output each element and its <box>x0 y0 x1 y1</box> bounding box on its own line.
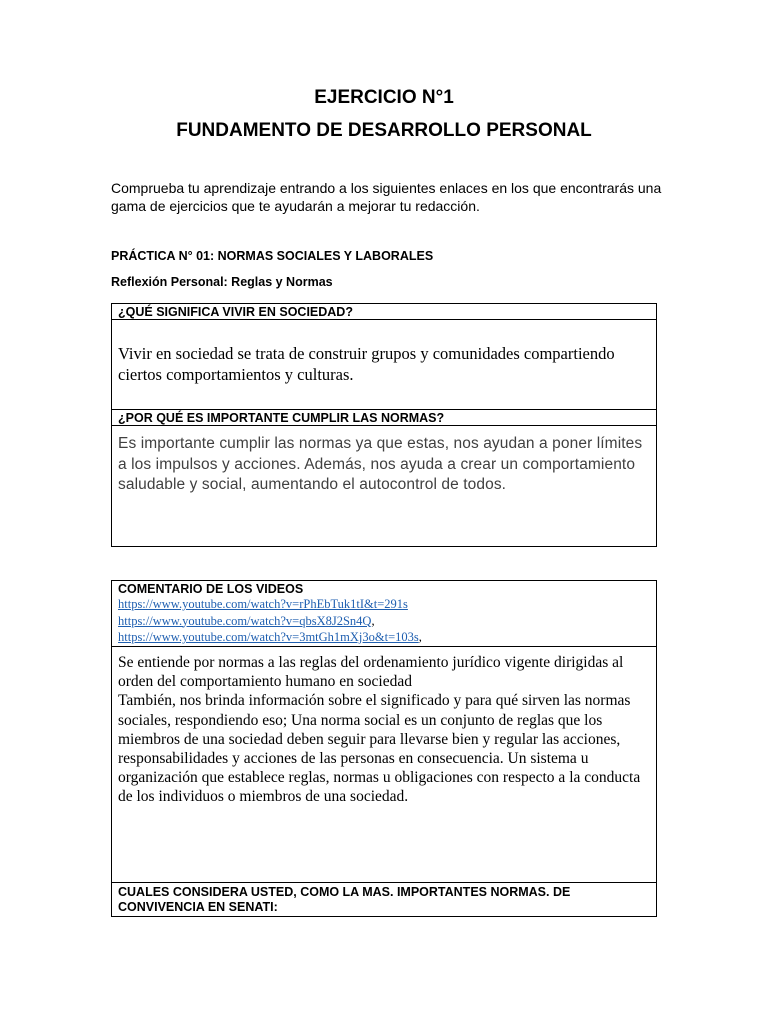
practice-heading: PRÁCTICA N° 01: NORMAS SOCIALES Y LABORALES <box>111 249 434 263</box>
answer-society: Vivir en sociedad se trata de construir grupos y comunidades compartiendo ciertos comportamientos y culturas. <box>112 320 656 410</box>
videos-table <box>111 580 657 917</box>
link-separator-comma: , <box>418 630 422 644</box>
videos-header-cell <box>112 581 656 647</box>
comment-paragraph-1: Se entiende por normas a las reglas del ordenamiento jurídico vigente dirigidas al orden del comportamiento humano en sociedad <box>118 654 624 691</box>
videos-comment <box>112 647 656 883</box>
reflection-heading: Reflexión Personal: Reglas y Normas <box>111 275 333 289</box>
intro-paragraph: Comprueba tu aprendizaje entrando a los siguientes enlaces en los que encontrarás una gama de ejercicios que te ayudarán a mejorar tu redacción. <box>111 180 662 214</box>
reflection-table <box>111 303 657 547</box>
videos-heading: COMENTARIO DE LOS VIDEOS <box>118 582 304 596</box>
link-separator-comma: , <box>371 613 375 628</box>
page-subtitle: FUNDAMENTO DE DESARROLLO PERSONAL <box>176 120 592 141</box>
question-norms-importance: ¿POR QUÉ ES IMPORTANTE CUMPLIR LAS NORMAS? <box>112 410 656 426</box>
answer-norms-importance: Es importante cumplir las normas ya que estas, nos ayudan a poner límites a los impulsos y acciones. Además, nos ayuda a crear un comportamiento saludable y social, aumentando el autocontrol de todos. <box>118 435 643 493</box>
question-senati-norms: CUALES CONSIDERA USTED, COMO LA MAS. IMPORTANTES NORMAS. DE CONVIVENCIA EN SENATI: <box>118 885 571 914</box>
question-society: ¿QUÉ SIGNIFICA VIVIR EN SOCIEDAD? <box>112 304 656 320</box>
video-link-3[interactable]: https://www.youtube.com/watch?v=3mtGh1mXj3o&t=103s <box>118 630 419 644</box>
video-link-2[interactable]: https://www.youtube.com/watch?v=qbsX8J2Sn4Q <box>118 613 372 628</box>
page-title: EJERCICIO N°1 <box>314 87 454 108</box>
video-link-1[interactable]: https://www.youtube.com/watch?v=rPhEbTuk1tI&t=291s <box>118 597 408 611</box>
comment-paragraph-2: También, nos brinda información sobre el significado y para qué sirven las normas sociales, respondiendo eso; Una norma social es un conjunto de reglas que los miembros de una sociedad deben seguir para llevarse bien y regular las acciones, responsabilidades y acciones de las personas en consecuencia. Un sistema u organización que establece reglas, normas u obligaciones con respecto a la conducta de los individuos o miembros de una sociedad. <box>118 692 641 806</box>
